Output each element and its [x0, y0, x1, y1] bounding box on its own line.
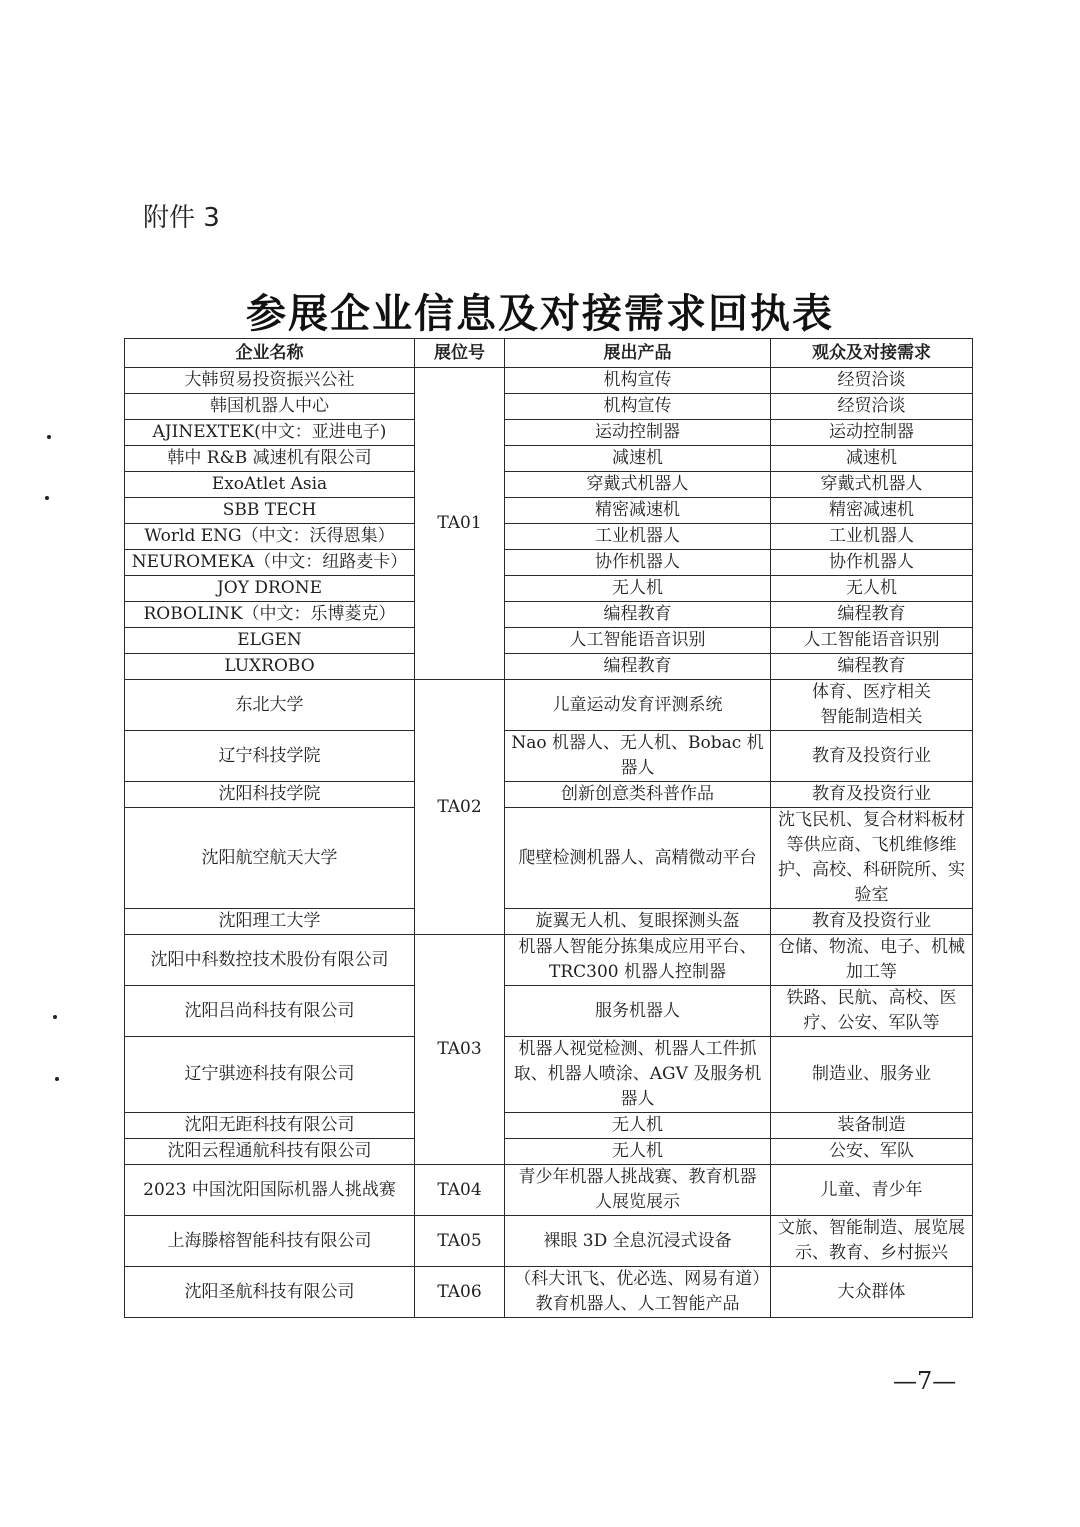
company-cell: 韩国机器人中心: [125, 394, 415, 420]
company-cell: 沈阳中科数控技术股份有限公司: [125, 935, 415, 986]
column-header: 观众及对接需求: [771, 339, 973, 368]
demand-cell: 儿童、青少年: [771, 1165, 973, 1216]
page-title: 参展企业信息及对接需求回执表: [246, 290, 834, 337]
product-cell: 机构宣传: [505, 394, 771, 420]
table-row: [125, 576, 973, 602]
table-row: [125, 1037, 973, 1113]
demand-cell: 教育及投资行业: [771, 731, 973, 782]
demand-cell: 体育、医疗相关 智能制造相关: [771, 680, 973, 731]
product-cell: 机器人视觉检测、机器人工件抓取、机器人喷涂、AGV 及服务机器人: [505, 1037, 771, 1113]
table-row: [125, 1216, 973, 1267]
margin-mark: [45, 496, 49, 500]
company-cell: ELGEN: [125, 628, 415, 654]
table-row: [125, 731, 973, 782]
table-row: [125, 498, 973, 524]
company-cell: 辽宁骐迹科技有限公司: [125, 1037, 415, 1113]
product-cell: 工业机器人: [505, 524, 771, 550]
product-cell: 精密减速机: [505, 498, 771, 524]
product-cell: 儿童运动发育评测系统: [505, 680, 771, 731]
demand-cell: 装备制造: [771, 1113, 973, 1139]
demand-cell: 经贸洽谈: [771, 368, 973, 394]
demand-cell: 协作机器人: [771, 550, 973, 576]
demand-cell: 教育及投资行业: [771, 909, 973, 935]
table-row: [125, 909, 973, 935]
table-row: [125, 602, 973, 628]
demand-cell: 教育及投资行业: [771, 782, 973, 808]
company-cell: 沈阳圣航科技有限公司: [125, 1267, 415, 1318]
demand-cell: 大众群体: [771, 1267, 973, 1318]
demand-cell: 文旅、智能制造、展览展示、教育、乡村振兴: [771, 1216, 973, 1267]
product-cell: 裸眼 3D 全息沉浸式设备: [505, 1216, 771, 1267]
company-cell: 沈阳无距科技有限公司: [125, 1113, 415, 1139]
exhibitor-table: [124, 338, 973, 1318]
demand-cell: 仓储、物流、电子、机械加工等: [771, 935, 973, 986]
demand-cell: 沈飞民机、复合材料板材等供应商、飞机维修维护、高校、科研院所、实验室: [771, 808, 973, 909]
product-cell: 旋翼无人机、复眼探测头盔: [505, 909, 771, 935]
table-row: [125, 782, 973, 808]
demand-cell: 人工智能语音识别: [771, 628, 973, 654]
company-cell: 大韩贸易投资振兴公社: [125, 368, 415, 394]
demand-cell: 穿戴式机器人: [771, 472, 973, 498]
company-cell: 沈阳云程通航科技有限公司: [125, 1139, 415, 1165]
booth-cell: TA04: [415, 1165, 505, 1216]
demand-cell: 经贸洽谈: [771, 394, 973, 420]
margin-mark: [55, 1077, 59, 1081]
product-cell: 无人机: [505, 576, 771, 602]
booth-cell: TA06: [415, 1267, 505, 1318]
demand-cell: 无人机: [771, 576, 973, 602]
attachment-label: 附件 3: [143, 203, 220, 233]
booth-cell: TA03: [415, 935, 505, 1165]
demand-cell: 铁路、民航、高校、医疗、公安、军队等: [771, 986, 973, 1037]
company-cell: AJINEXTEK(中文：亚进电子): [125, 420, 415, 446]
company-cell: 韩中 R&B 减速机有限公司: [125, 446, 415, 472]
table-row: [125, 628, 973, 654]
table-row: [125, 420, 973, 446]
demand-cell: 制造业、服务业: [771, 1037, 973, 1113]
company-cell: 辽宁科技学院: [125, 731, 415, 782]
column-header: 展出产品: [505, 339, 771, 368]
demand-cell: 精密减速机: [771, 498, 973, 524]
product-cell: 服务机器人: [505, 986, 771, 1037]
product-cell: 机构宣传: [505, 368, 771, 394]
product-cell: 创新创意类科普作品: [505, 782, 771, 808]
demand-cell: 编程教育: [771, 654, 973, 680]
product-cell: （科大讯飞、优必选、网易有道）教育机器人、人工智能产品: [505, 1267, 771, 1318]
company-cell: NEUROMEKA（中文：纽路麦卡）: [125, 550, 415, 576]
table-row: [125, 550, 973, 576]
table-row: [125, 1165, 973, 1216]
company-cell: World ENG（中文：沃得恩集）: [125, 524, 415, 550]
table-row: [125, 1113, 973, 1139]
company-cell: ROBOLINK（中文：乐博菱克）: [125, 602, 415, 628]
column-header: 展位号: [415, 339, 505, 368]
product-cell: 编程教育: [505, 654, 771, 680]
table-row: [125, 1139, 973, 1165]
product-cell: 协作机器人: [505, 550, 771, 576]
margin-mark: [53, 1015, 57, 1019]
product-cell: 无人机: [505, 1113, 771, 1139]
demand-cell: 运动控制器: [771, 420, 973, 446]
company-cell: 沈阳航空航天大学: [125, 808, 415, 909]
company-cell: 上海滕榕智能科技有限公司: [125, 1216, 415, 1267]
company-cell: 沈阳理工大学: [125, 909, 415, 935]
company-cell: 2023 中国沈阳国际机器人挑战赛: [125, 1165, 415, 1216]
table-row: [125, 808, 973, 909]
product-cell: 人工智能语音识别: [505, 628, 771, 654]
page-number: —7—: [893, 1367, 957, 1395]
column-header: 企业名称: [125, 339, 415, 368]
company-cell: ExoAtlet Asia: [125, 472, 415, 498]
product-cell: 青少年机器人挑战赛、教育机器人展览展示: [505, 1165, 771, 1216]
company-cell: 沈阳吕尚科技有限公司: [125, 986, 415, 1037]
table-row: [125, 368, 973, 394]
table-row: [125, 394, 973, 420]
product-cell: 编程教育: [505, 602, 771, 628]
booth-cell: TA02: [415, 680, 505, 935]
table-row: [125, 654, 973, 680]
table-row: [125, 1267, 973, 1318]
company-cell: JOY DRONE: [125, 576, 415, 602]
table-row: [125, 524, 973, 550]
product-cell: 减速机: [505, 446, 771, 472]
table-row: [125, 935, 973, 986]
product-cell: 无人机: [505, 1139, 771, 1165]
company-cell: SBB TECH: [125, 498, 415, 524]
demand-cell: 工业机器人: [771, 524, 973, 550]
margin-mark: [47, 435, 51, 439]
table-header-row: [125, 339, 973, 368]
product-cell: 穿戴式机器人: [505, 472, 771, 498]
product-cell: 机器人智能分拣集成应用平台、TRC300 机器人控制器: [505, 935, 771, 986]
product-cell: Nao 机器人、无人机、Bobac 机器人: [505, 731, 771, 782]
company-cell: 东北大学: [125, 680, 415, 731]
demand-cell: 公安、军队: [771, 1139, 973, 1165]
demand-cell: 编程教育: [771, 602, 973, 628]
product-cell: 爬壁检测机器人、高精微动平台: [505, 808, 771, 909]
company-cell: 沈阳科技学院: [125, 782, 415, 808]
table-row: [125, 680, 973, 731]
booth-cell: TA01: [415, 368, 505, 680]
demand-cell: 减速机: [771, 446, 973, 472]
company-cell: LUXROBO: [125, 654, 415, 680]
table-row: [125, 472, 973, 498]
table-row: [125, 986, 973, 1037]
product-cell: 运动控制器: [505, 420, 771, 446]
booth-cell: TA05: [415, 1216, 505, 1267]
table-row: [125, 446, 973, 472]
